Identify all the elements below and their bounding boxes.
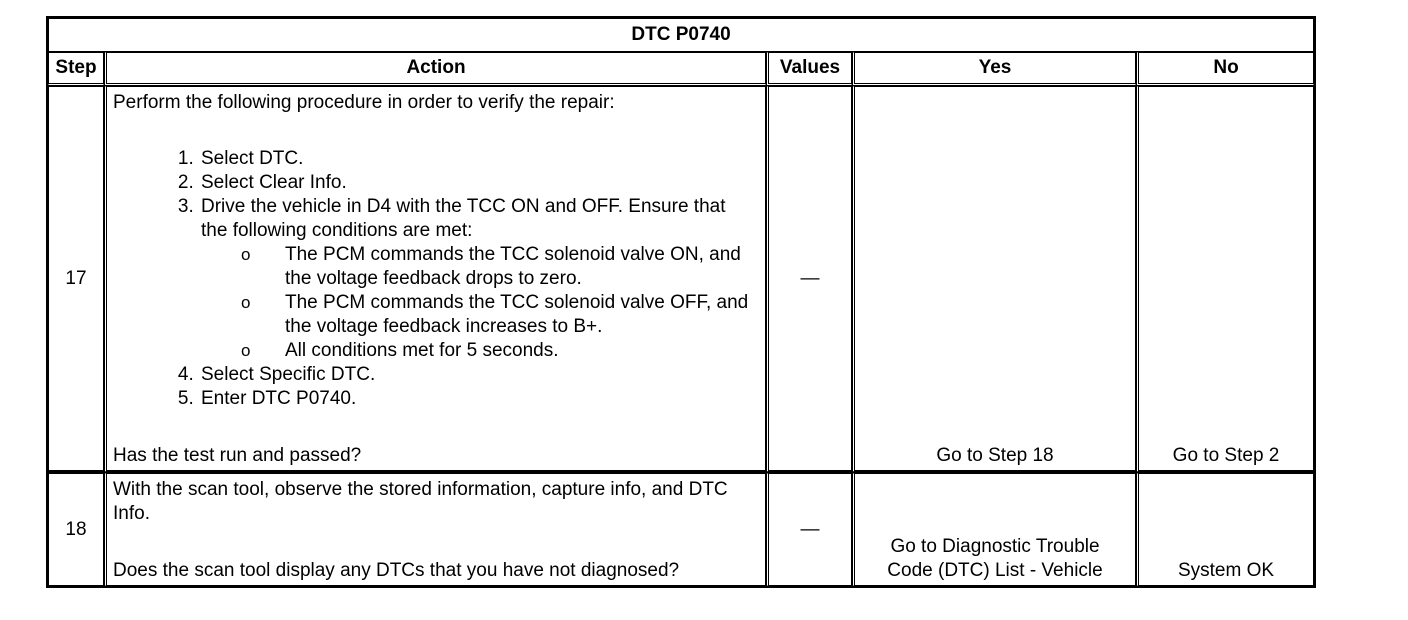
procedure-step-text: Drive the vehicle in D4 with the TCC ON and OFF. Ensure that the following conditions are met: bbox=[201, 196, 726, 241]
yes-cell: Go to Step 18 bbox=[852, 86, 1136, 473]
procedure-step: 5. Enter DTC P0740. bbox=[199, 387, 757, 411]
table-title: DTC P0740 bbox=[48, 18, 1314, 52]
action-question: Has the test run and passed? bbox=[113, 445, 362, 466]
procedure-step: 1. Select DTC. bbox=[199, 147, 757, 171]
procedure-list bbox=[113, 147, 757, 411]
step-number: 18 bbox=[48, 473, 104, 586]
procedure-step bbox=[199, 195, 757, 363]
values-cell: — bbox=[766, 473, 852, 586]
action-cell bbox=[104, 473, 766, 586]
action-cell bbox=[104, 86, 766, 473]
condition-item: o All conditions met for 5 seconds. bbox=[285, 339, 757, 363]
step-number: 17 bbox=[48, 86, 104, 473]
header-no: No bbox=[1136, 52, 1314, 86]
condition-item: o The PCM commands the TCC solenoid valve OFF, and the voltage feedback increases to B+. bbox=[285, 291, 757, 339]
procedure-step: 4. Select Specific DTC. bbox=[199, 363, 757, 387]
dtc-table bbox=[46, 16, 1316, 588]
yes-cell bbox=[852, 473, 1136, 586]
table-row bbox=[48, 86, 1314, 473]
header-values: Values bbox=[766, 52, 852, 86]
yes-cell-text: Go to Diagnostic Trouble Code (DTC) List - Vehicle bbox=[887, 536, 1103, 581]
conditions-list bbox=[201, 243, 757, 363]
no-cell: System OK bbox=[1136, 473, 1314, 586]
action-intro: Perform the following procedure in order to verify the repair: bbox=[113, 92, 615, 113]
procedure-step: 2. Select Clear Info. bbox=[199, 171, 757, 195]
table-row bbox=[48, 473, 1314, 586]
header-row bbox=[48, 52, 1314, 86]
condition-item: o The PCM commands the TCC solenoid valve ON, and the voltage feedback drops to zero. bbox=[285, 243, 757, 291]
header-yes: Yes bbox=[852, 52, 1136, 86]
action-question: Does the scan tool display any DTCs that you have not diagnosed? bbox=[113, 560, 680, 581]
header-step: Step bbox=[48, 52, 104, 86]
values-cell: — bbox=[766, 86, 852, 473]
no-cell: Go to Step 2 bbox=[1136, 86, 1314, 473]
action-intro: With the scan tool, observe the stored information, capture info, and DTC Info. bbox=[113, 479, 728, 524]
header-action: Action bbox=[104, 52, 766, 86]
